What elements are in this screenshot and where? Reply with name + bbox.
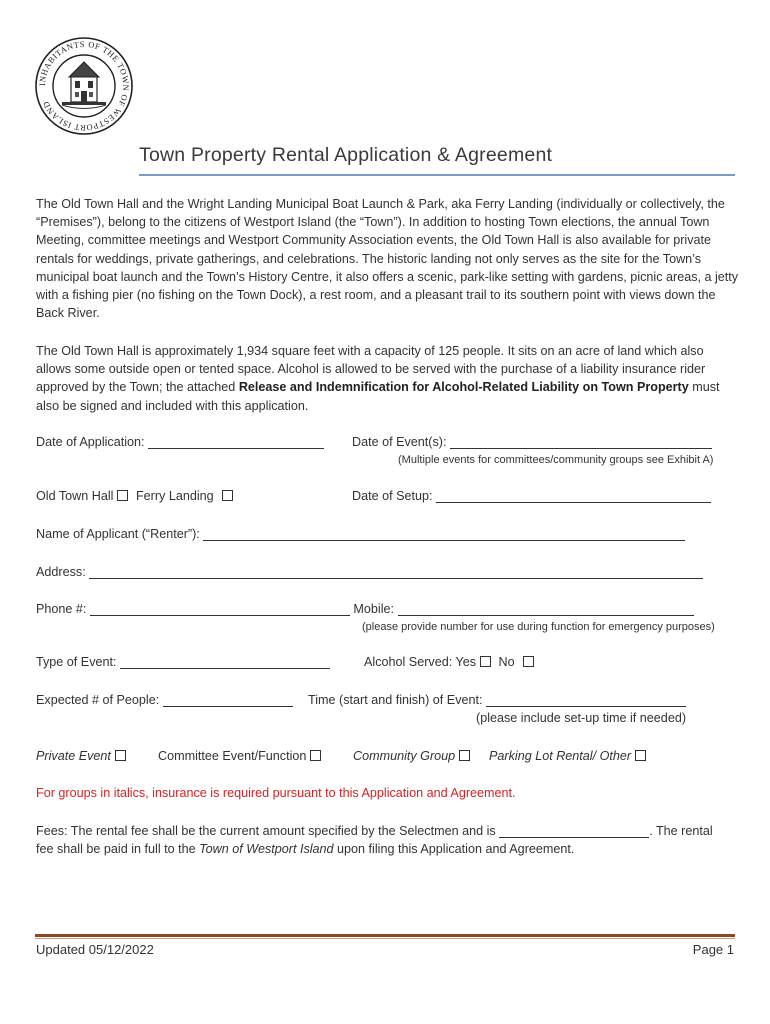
date-setup-label: Date of Setup: — [352, 489, 437, 503]
date-events-label: Date of Event(s): — [352, 435, 450, 449]
private-event-checkbox[interactable] — [115, 750, 126, 761]
time-note: (please include set-up time if needed) — [476, 711, 687, 725]
title-divider — [139, 174, 735, 176]
date-application-field[interactable] — [148, 436, 324, 449]
intro-paragraph: The Old Town Hall and the Wright Landing Municipal Boat Launch & Park, aka Ferry Landing (individually or collectively, the “Premises”), belong to the citizens of Westport Island (the “Town”). In addition to hosting Town elections, the annual Town Meeting, committee meetings and Westport Community Association events, the Old Town Hall is also available for private rentals for weddings, private gatherings, and celebrations. The historic landing not only serves as the site for the Town’s municipal boat launch and the Town’s History Centre, it also offers a scenic, park-like setting with gardens, picnic areas, a jetty with a fishing pier (no fishing on the Town Dock), a rest room, and a pleasant trail to its southern point with views down the Back River. — [36, 197, 739, 321]
committee-event-label: Committee Event/Function — [158, 749, 307, 763]
fees-line-1 — [36, 822, 713, 840]
insurance-note: For groups in italics, insurance is required pursuant to this Application and Agreement. — [36, 786, 516, 800]
phone-field[interactable] — [90, 603, 350, 616]
hall-paragraph — [36, 342, 741, 415]
multiple-events-note: (Multiple events for committees/community groups see Exhibit A) — [398, 454, 714, 466]
parking-lot-row — [489, 747, 646, 765]
time-label: Time (start and finish) of Event: — [308, 693, 487, 707]
time-field[interactable] — [486, 694, 686, 707]
mobile-label: Mobile: — [349, 602, 398, 616]
mobile-field[interactable] — [398, 603, 694, 616]
fees-text-4: upon filing this Application and Agreement. — [333, 842, 575, 856]
alcohol-no-label: No — [498, 655, 515, 669]
phone-row — [36, 600, 694, 618]
people-label: Expected # of People: — [36, 693, 163, 707]
hall-text-2: must also be signed and included with this application. — [36, 380, 720, 413]
fees-text-1: Fees: The rental fee shall be the current amount specified by the Selectmen and is — [36, 824, 500, 838]
address-row — [36, 563, 703, 581]
mobile-note: (please provide number for use during function for emergency purposes) — [362, 621, 715, 633]
private-event-label: Private Event — [36, 749, 111, 763]
date-application-label: Date of Application: — [36, 435, 149, 449]
address-field[interactable] — [89, 566, 703, 579]
committee-event-row — [158, 747, 321, 765]
footer-divider — [35, 934, 735, 937]
footer-page-number: Page 1 — [692, 942, 734, 957]
date-application-row — [36, 433, 324, 451]
event-type-row — [36, 653, 330, 671]
community-group-row — [353, 747, 470, 765]
alcohol-release-title: Release and Indemnification for Alcohol-Related Liability on Town Property — [238, 380, 689, 395]
hall-text-1: The Old Town Hall is approximately 1,934 square feet with a capacity of 125 people. It sits on an acre of land which also allows some outside open or tented space. Alcohol is allowed to be served with the purchase of a liability insurance rider approved by the Town; the attached — [36, 344, 706, 395]
people-field[interactable] — [163, 694, 293, 707]
people-row — [36, 691, 293, 709]
footer-updated: Updated 05/12/2022 — [36, 942, 154, 957]
ferry-landing-checkbox[interactable] — [222, 490, 233, 501]
event-category-row — [36, 747, 126, 765]
committee-event-checkbox[interactable] — [310, 750, 321, 761]
event-type-label: Type of Event: — [36, 655, 121, 669]
old-town-hall-checkbox[interactable] — [117, 490, 128, 501]
applicant-field[interactable] — [203, 528, 685, 541]
parking-lot-checkbox[interactable] — [635, 750, 646, 761]
alcohol-row — [364, 653, 534, 671]
applicant-label: Name of Applicant (“Renter”): — [36, 527, 204, 541]
alcohol-no-checkbox[interactable] — [523, 656, 534, 667]
community-group-checkbox[interactable] — [459, 750, 470, 761]
address-label: Address: — [36, 565, 90, 579]
footer-divider-thin — [35, 938, 735, 939]
alcohol-yes-label: Alcohol Served: Yes — [364, 655, 477, 669]
venue-row — [36, 487, 233, 505]
fees-line-2 — [36, 840, 574, 858]
date-setup-field[interactable] — [436, 490, 711, 503]
svg-text:INHABITANTS OF THE TOWN OF WES: INHABITANTS OF THE TOWN OF WESTPORT ISLAND — [37, 39, 131, 133]
alcohol-yes-checkbox[interactable] — [480, 656, 491, 667]
parking-lot-label: Parking Lot Rental/ Other — [489, 749, 632, 763]
date-events-row — [352, 433, 712, 451]
community-group-label: Community Group — [353, 749, 456, 763]
event-type-field[interactable] — [120, 656, 330, 669]
date-setup-row — [352, 487, 711, 505]
page-title: Town Property Rental Application & Agreement — [139, 144, 553, 166]
fees-text-3: fee shall be paid in full to the — [36, 842, 200, 856]
applicant-row — [36, 525, 685, 543]
time-row — [308, 691, 686, 709]
date-events-field[interactable] — [450, 436, 712, 449]
fee-amount-field[interactable] — [499, 825, 649, 838]
old-town-hall-label: Old Town Hall — [36, 489, 114, 503]
fees-town-name: Town of Westport Island — [199, 842, 334, 856]
fees-text-2: . The rental — [649, 824, 713, 838]
town-seal-logo — [34, 36, 134, 136]
ferry-landing-label: Ferry Landing — [135, 489, 214, 503]
phone-label: Phone #: — [36, 602, 90, 616]
